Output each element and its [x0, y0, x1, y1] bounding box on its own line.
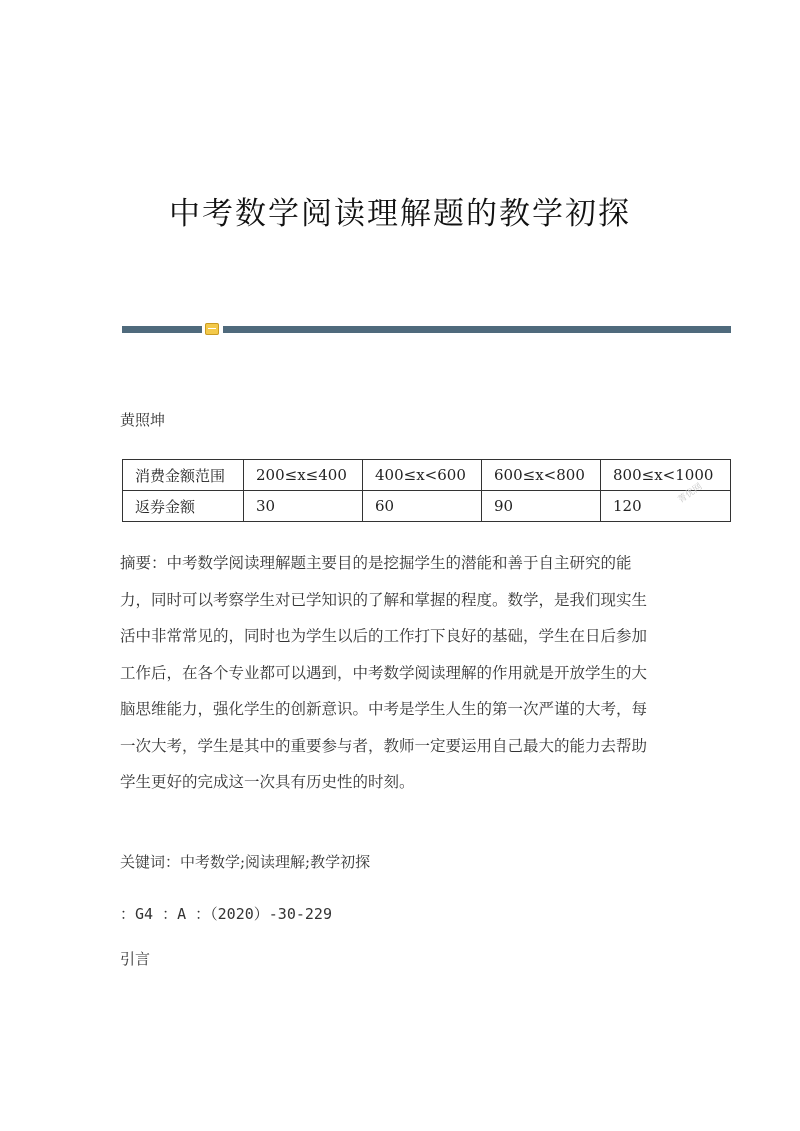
abstract-line: 学生更好的完成这一次具有历史性的时刻。 [120, 773, 415, 791]
table-cell: 30 [244, 491, 363, 522]
table-cell: 120 [601, 491, 731, 522]
table-cell: 消费金额范围 [123, 460, 244, 491]
paper-title: 中考数学阅读理解题的教学初探 [169, 196, 631, 232]
envelope-icon [205, 323, 219, 335]
section-heading: 引言 [120, 950, 151, 968]
table-row [123, 460, 731, 491]
abstract-line: 脑思维能力，强化学生的创新意识。中考是学生人生的第一次严谨的大考，每 [120, 700, 648, 718]
table-cell: 返券金额 [123, 491, 244, 522]
table-cell: 60 [363, 491, 482, 522]
abstract-line: 一次大考，学生是其中的重要参与者，教师一定要运用自己最大的能力去帮助 [120, 736, 648, 755]
title-divider-right [223, 326, 731, 333]
keywords-line: 关键词：中考数学;阅读理解;教学初探 [120, 853, 371, 871]
abstract-line: 力，同时可以考察学生对已学知识的了解和掌握的程度。数学，是我们现实生 [120, 590, 648, 609]
watermark-stamp: 菁优网 [676, 481, 705, 506]
table-cell: 600≤x<800 [482, 460, 601, 491]
coupon-table [122, 459, 731, 522]
abstract-line: 工作后，在各个专业都可以遇到，中考数学阅读理解的作用就是开放学生的大 [120, 663, 648, 682]
table-cell: 400≤x<600 [363, 460, 482, 491]
abstract-line: 摘要：中考数学阅读理解题主要目的是挖掘学生的潜能和善于自主研究的能 [120, 554, 632, 572]
table-cell: 90 [482, 491, 601, 522]
author-name: 黄照坤 [120, 411, 166, 429]
table-cell: 800≤x<1000 [601, 460, 731, 491]
table-cell: 200≤x≤400 [244, 460, 363, 491]
abstract-line: 活中非常常见的，同时也为学生以后的工作打下良好的基础，学生在日后参加 [120, 627, 648, 645]
abstract-paragraph [120, 545, 680, 801]
classification-line: ：G4 ：A ：（2020）-30-229 [120, 905, 332, 923]
title-divider-left [122, 326, 202, 333]
table-row [123, 491, 731, 522]
